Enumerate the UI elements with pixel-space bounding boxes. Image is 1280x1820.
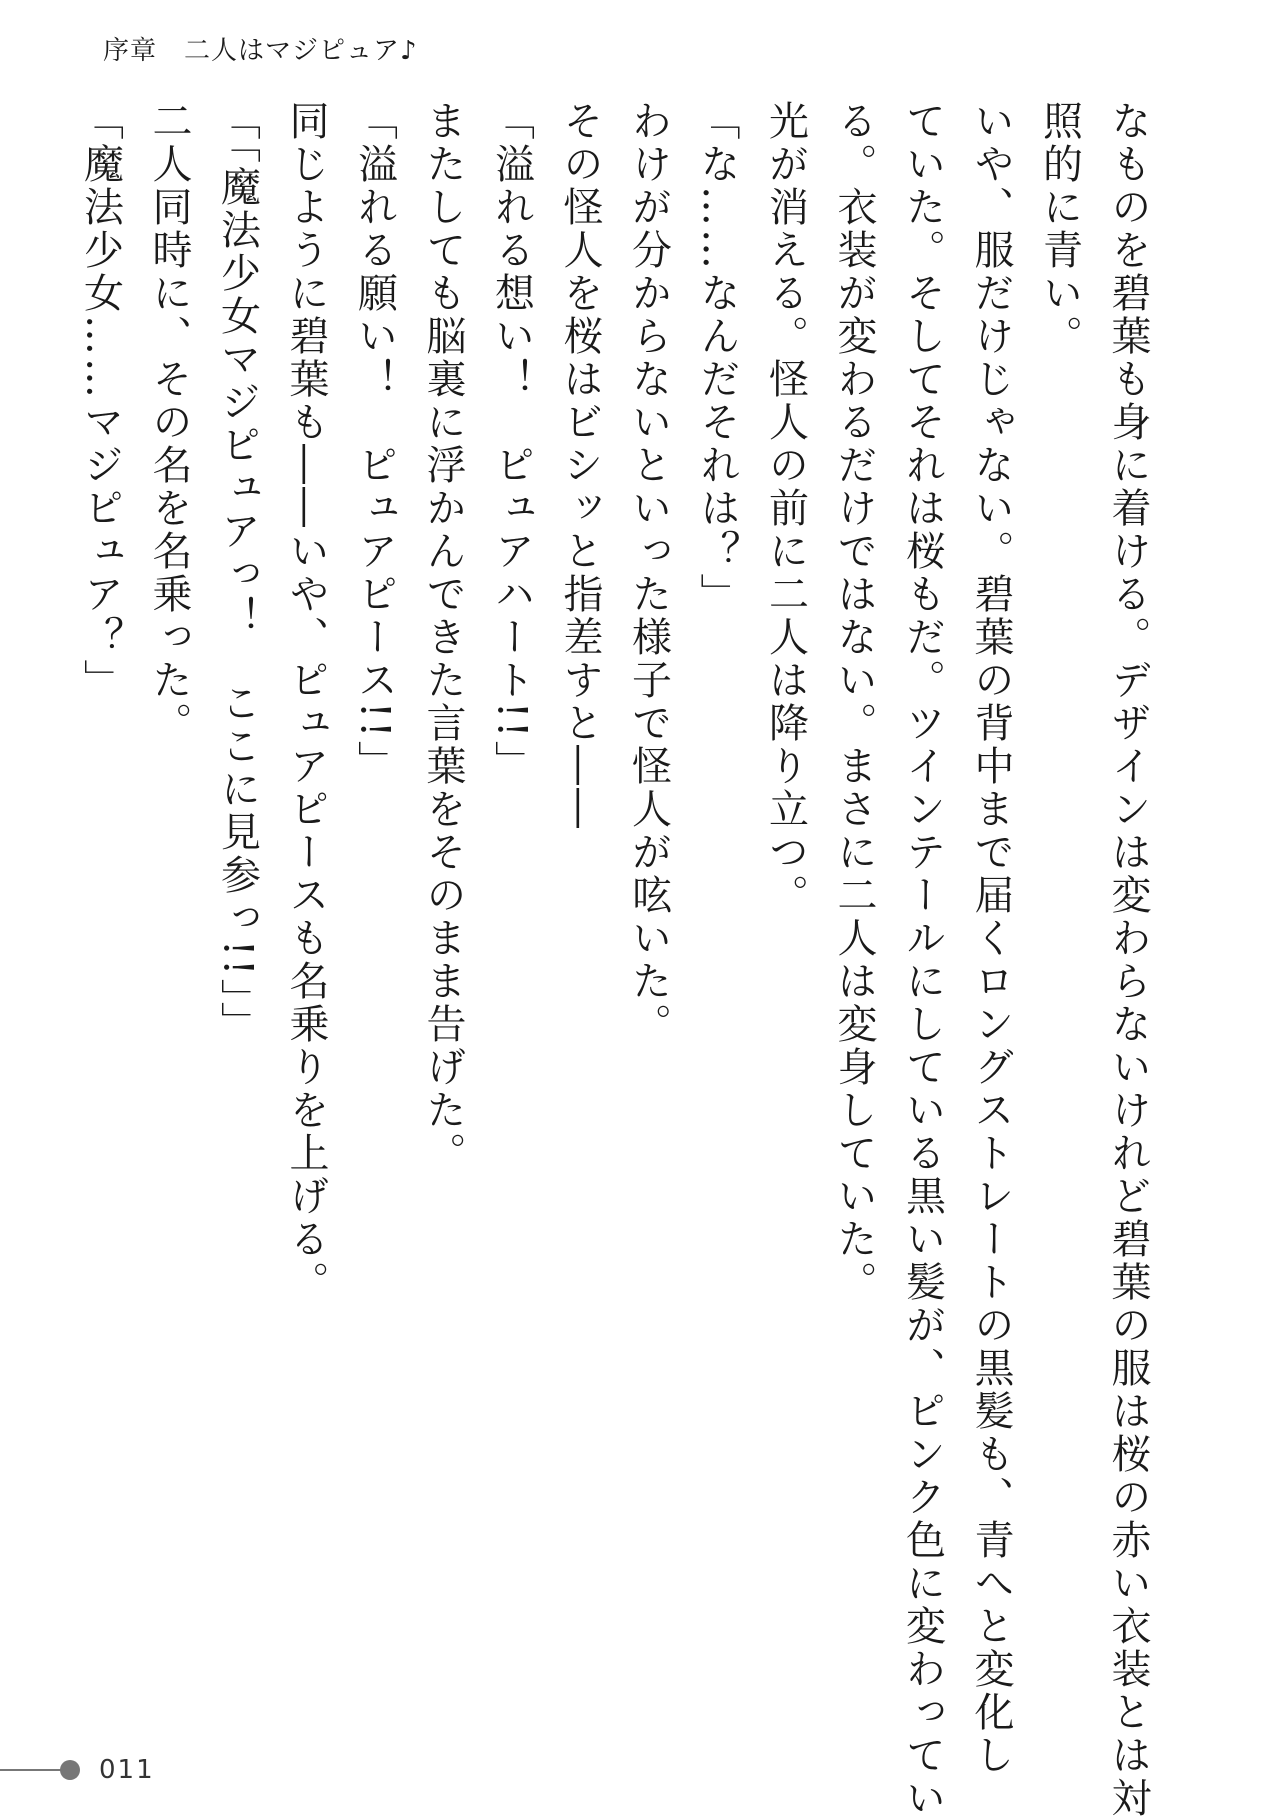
text-line: 「な……なんだそれは？」	[694, 100, 740, 616]
text-line: 「「魔法少女マジピュアっ！ ここに見参っ!!」」	[214, 100, 261, 1045]
text-line: いや、服だけじゃない。碧葉の背中まで届くロングストレートの黒髪も、青へと変化し	[968, 100, 1014, 1777]
text-line: 「溢れる想い！ ピュアハート!!」	[488, 100, 535, 784]
footer-rule-line	[0, 1769, 62, 1771]
page-footer	[0, 1755, 220, 1785]
text-line: ていた。そしてそれは桜もだ。ツインテールにしている黒い髪が、ピンク色に変わってい	[899, 100, 946, 1820]
text-line: 光が消える。怪人の前に二人は降り立つ。	[762, 100, 809, 917]
text-line: 「溢れる願い！ ピュアピース!!」	[351, 100, 398, 784]
page-number: 011	[99, 1755, 155, 1785]
text-line: 同じように碧葉も――いや、ピュアピースも名乗りを上げる。	[283, 100, 329, 1304]
text-line: 「魔法少女……マジピュア？」	[77, 100, 124, 702]
text-line: 二人同時に、その名を名乗った。	[146, 100, 192, 745]
text-line: 照的に青い。	[1036, 100, 1083, 358]
text-line: わけが分からないといった様子で怪人が呟いた。	[625, 100, 672, 1046]
text-line: なものを碧葉も身に着ける。デザインは変わらないけれど碧葉の服は桜の赤い衣装とは対	[1105, 100, 1151, 1820]
text-line: その怪人を桜はビシッと指差すと――	[557, 100, 603, 831]
text-line: またしても脳裏に浮かんできた言葉をそのまま告げた。	[420, 100, 466, 1175]
text-line: る。衣装が変わるだけではない。まさに二人は変身していた。	[831, 100, 877, 1304]
footer-dot-icon	[60, 1760, 80, 1780]
running-head-title: 序章 二人はマジピュア♪	[103, 36, 418, 66]
